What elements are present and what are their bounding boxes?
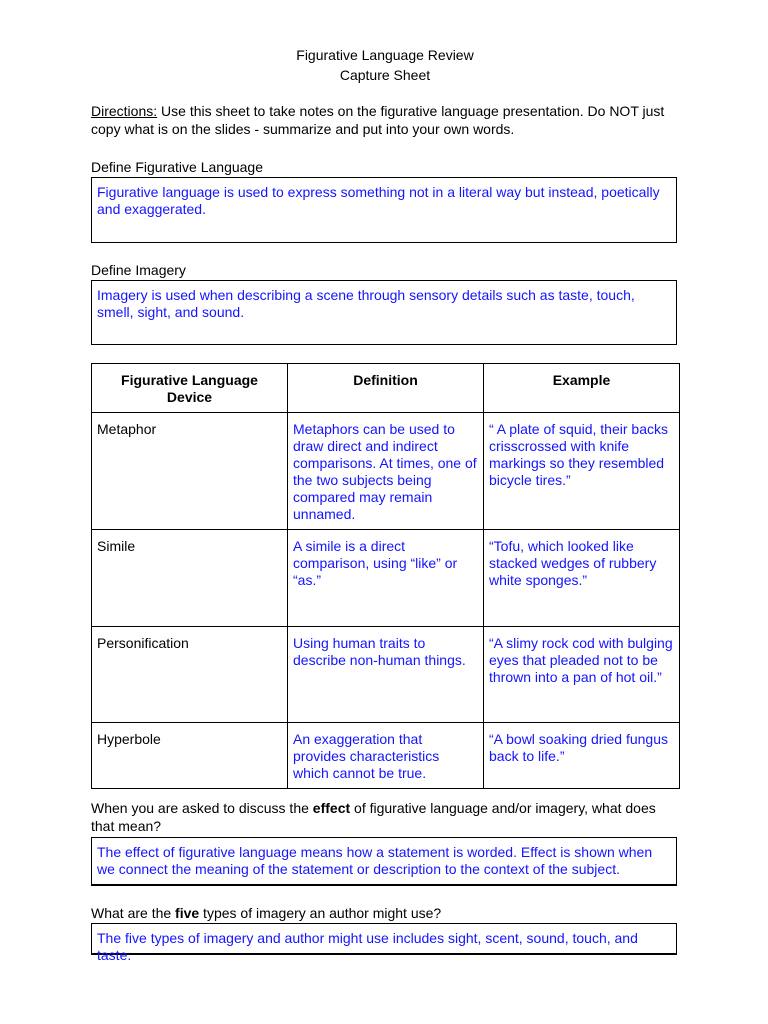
example-cell[interactable]: “A slimy rock cod with bulging eyes that pleaded not to be thrown into a pan of hot oil.” bbox=[484, 627, 680, 723]
table-row bbox=[92, 530, 680, 627]
five-types-question bbox=[91, 904, 441, 922]
figurative-devices-table bbox=[91, 363, 680, 789]
device-cell: Metaphor bbox=[92, 413, 288, 530]
five-question-suffix: types of imagery an author might use? bbox=[199, 905, 442, 921]
example-cell[interactable]: “A bowl soaking dried fungus back to life.” bbox=[484, 723, 680, 789]
header-device: Figurative Language Device bbox=[92, 364, 288, 413]
table-row bbox=[92, 723, 680, 789]
page-title bbox=[91, 45, 679, 85]
directions-label: Directions: bbox=[91, 103, 158, 119]
effect-answer[interactable]: The effect of figurative language means how a statement is worded. Effect is shown when we connect the meaning of the statement or description to the context of the subject. bbox=[91, 837, 677, 886]
definition-cell[interactable]: A simile is a direct comparison, using “like” or “as.” bbox=[288, 530, 484, 627]
define-figurative-label: Define Figurative Language bbox=[91, 159, 264, 175]
title-line-2: Capture Sheet bbox=[339, 67, 431, 83]
define-imagery-label: Define Imagery bbox=[91, 262, 186, 278]
five-question-bold: five bbox=[175, 905, 200, 921]
definition-cell[interactable]: Using human traits to describe non-human things. bbox=[288, 627, 484, 723]
effect-question-prefix: When you are asked to discuss the bbox=[91, 800, 313, 816]
five-types-answer[interactable]: The five types of imagery and author might use includes sight, scent, sound, touch, and taste. bbox=[91, 923, 677, 955]
five-question-prefix: What are the bbox=[91, 905, 176, 921]
effect-question bbox=[91, 799, 679, 835]
header-example: Example bbox=[484, 364, 680, 413]
table-header-row bbox=[92, 364, 680, 413]
directions-paragraph bbox=[91, 102, 679, 138]
effect-question-bold: effect bbox=[312, 800, 351, 816]
define-figurative-answer[interactable]: Figurative language is used to express something not in a literal way but instead, poetically and exaggerated. bbox=[91, 177, 677, 243]
device-cell: Hyperbole bbox=[92, 723, 288, 789]
example-cell[interactable]: “ A plate of squid, their backs crisscrossed with knife markings so they resembled bicycle tires.” bbox=[484, 413, 680, 530]
table-row bbox=[92, 627, 680, 723]
title-line-1: Figurative Language Review bbox=[296, 47, 474, 63]
header-definition: Definition bbox=[288, 364, 484, 413]
table-row bbox=[92, 413, 680, 530]
device-cell: Personification bbox=[92, 627, 288, 723]
definition-cell[interactable]: Metaphors can be used to draw direct and indirect comparisons. At times, one of the two subjects being compared may remain unnamed. bbox=[288, 413, 484, 530]
define-imagery-answer[interactable]: Imagery is used when describing a scene through sensory details such as taste, touch, smell, sight, and sound. bbox=[91, 280, 677, 345]
directions-text: Use this sheet to take notes on the figurative language presentation. Do NOT just copy what is on the slides - summarize and put into your own words. bbox=[91, 103, 665, 137]
example-cell[interactable]: “Tofu, which looked like stacked wedges of rubbery white sponges.” bbox=[484, 530, 680, 627]
device-cell: Simile bbox=[92, 530, 288, 627]
effect-question-suffix: of figurative language and/or imagery, what does that mean? bbox=[91, 800, 656, 834]
definition-cell[interactable]: An exaggeration that provides characteristics which cannot be true. bbox=[288, 723, 484, 789]
